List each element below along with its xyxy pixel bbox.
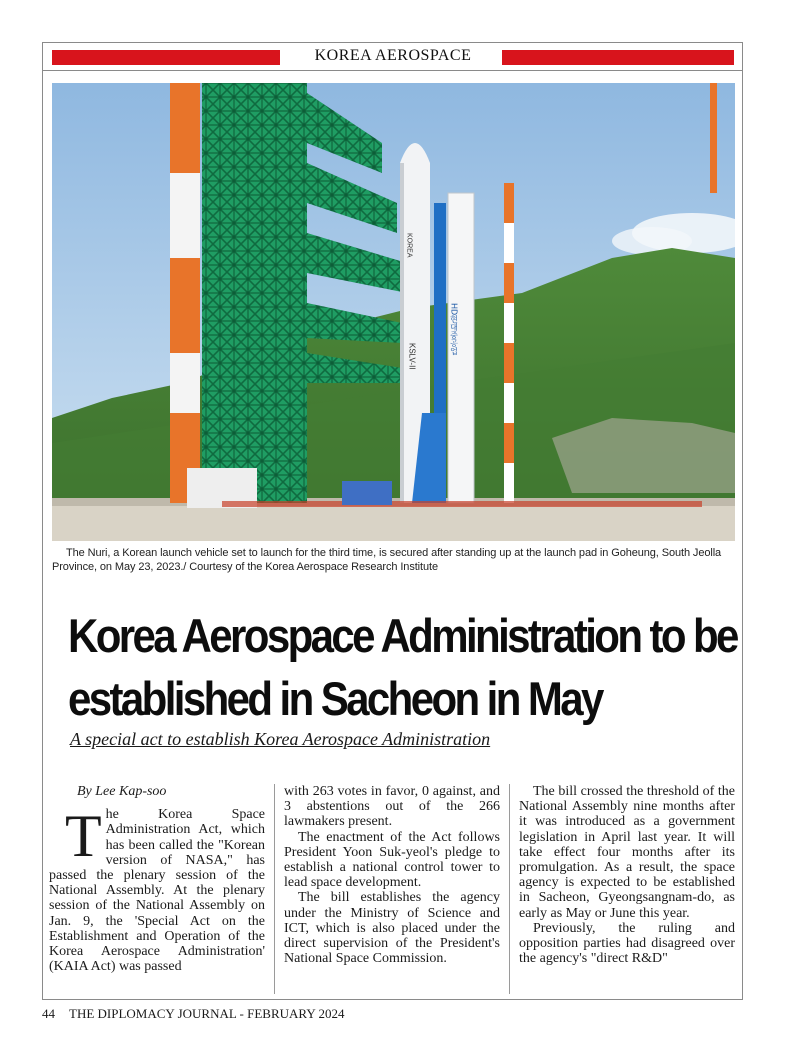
nuri-rocket-photo [52,83,735,541]
rocket-kslv-label: KSLV-II [407,343,417,370]
umbilical-tower [202,83,307,503]
article-text: he Korea Space Administration Act, which has been called the "Korean version of NASA," has passed the plenary session of the National Assembly. At the plenary session of the National Assembly on Jan. 9, the 'Special Act on the Establishment and Operation of the Korea Aerospace Administration' (KAIA Act) was passed [49,807,265,975]
article-column-2 [284,784,500,996]
page-number: 44 [42,1006,55,1021]
section-header [50,49,736,67]
rocket-korea-label: KOREA [405,233,413,258]
photo-caption: The Nuri, a Korean launch vehicle set to launch for the third time, is secured after standing up at the launch pad in Goheung, South Jeolla Province, on May 23, 2023./ Courtesy of the Korea Aerospace Research Institute [52,547,722,573]
article-column-3 [519,784,735,996]
article-column-1 [49,784,265,996]
article-paragraph: Previously, the ruling and opposition parties had disagreed over the agency's "direct R&D" [519,920,735,967]
launch-pad-ground [52,503,735,541]
publication-name: THE DIPLOMACY JOURNAL - FEBRUARY 2024 [69,1006,345,1021]
article-paragraph: The bill establishes the agency under the Ministry of Science and ICT, which is also placed under the direct supervision of the President's National Space Commission. [284,890,500,967]
column-divider [274,784,275,994]
subheadline: A special act to establish Korea Aerospace Administration [70,729,491,749]
article-paragraph: The enactment of the Act follows President Yoon Suk-yeol's pledge to establish a national control tower to lead space development. [284,829,500,891]
dropcap: T [65,803,102,870]
article-paragraph: with 263 votes in favor, 0 against, and 3 abstentions out of the 266 lawmakers present. [284,784,500,830]
section-divider [42,70,743,71]
erector-label: HD현대중공업 [449,303,459,356]
section-label: KOREA AEROSPACE [314,47,472,64]
column-divider [509,784,510,994]
byline: By Lee Kap-soo [77,784,167,799]
page-footer [42,1006,345,1022]
article-paragraph [49,803,265,975]
headline: Korea Aerospace Administration to be established in Sacheon in May [68,609,737,725]
article-paragraph: The bill crossed the threshold of the National Assembly nine months after it was introduced as a government legislation in April last year. It will take effect four months after its promulgation. As a result, the space agency is expected to be established in Sacheon, Gyeongsangnam-do, as early as May or June this year. [519,784,735,921]
